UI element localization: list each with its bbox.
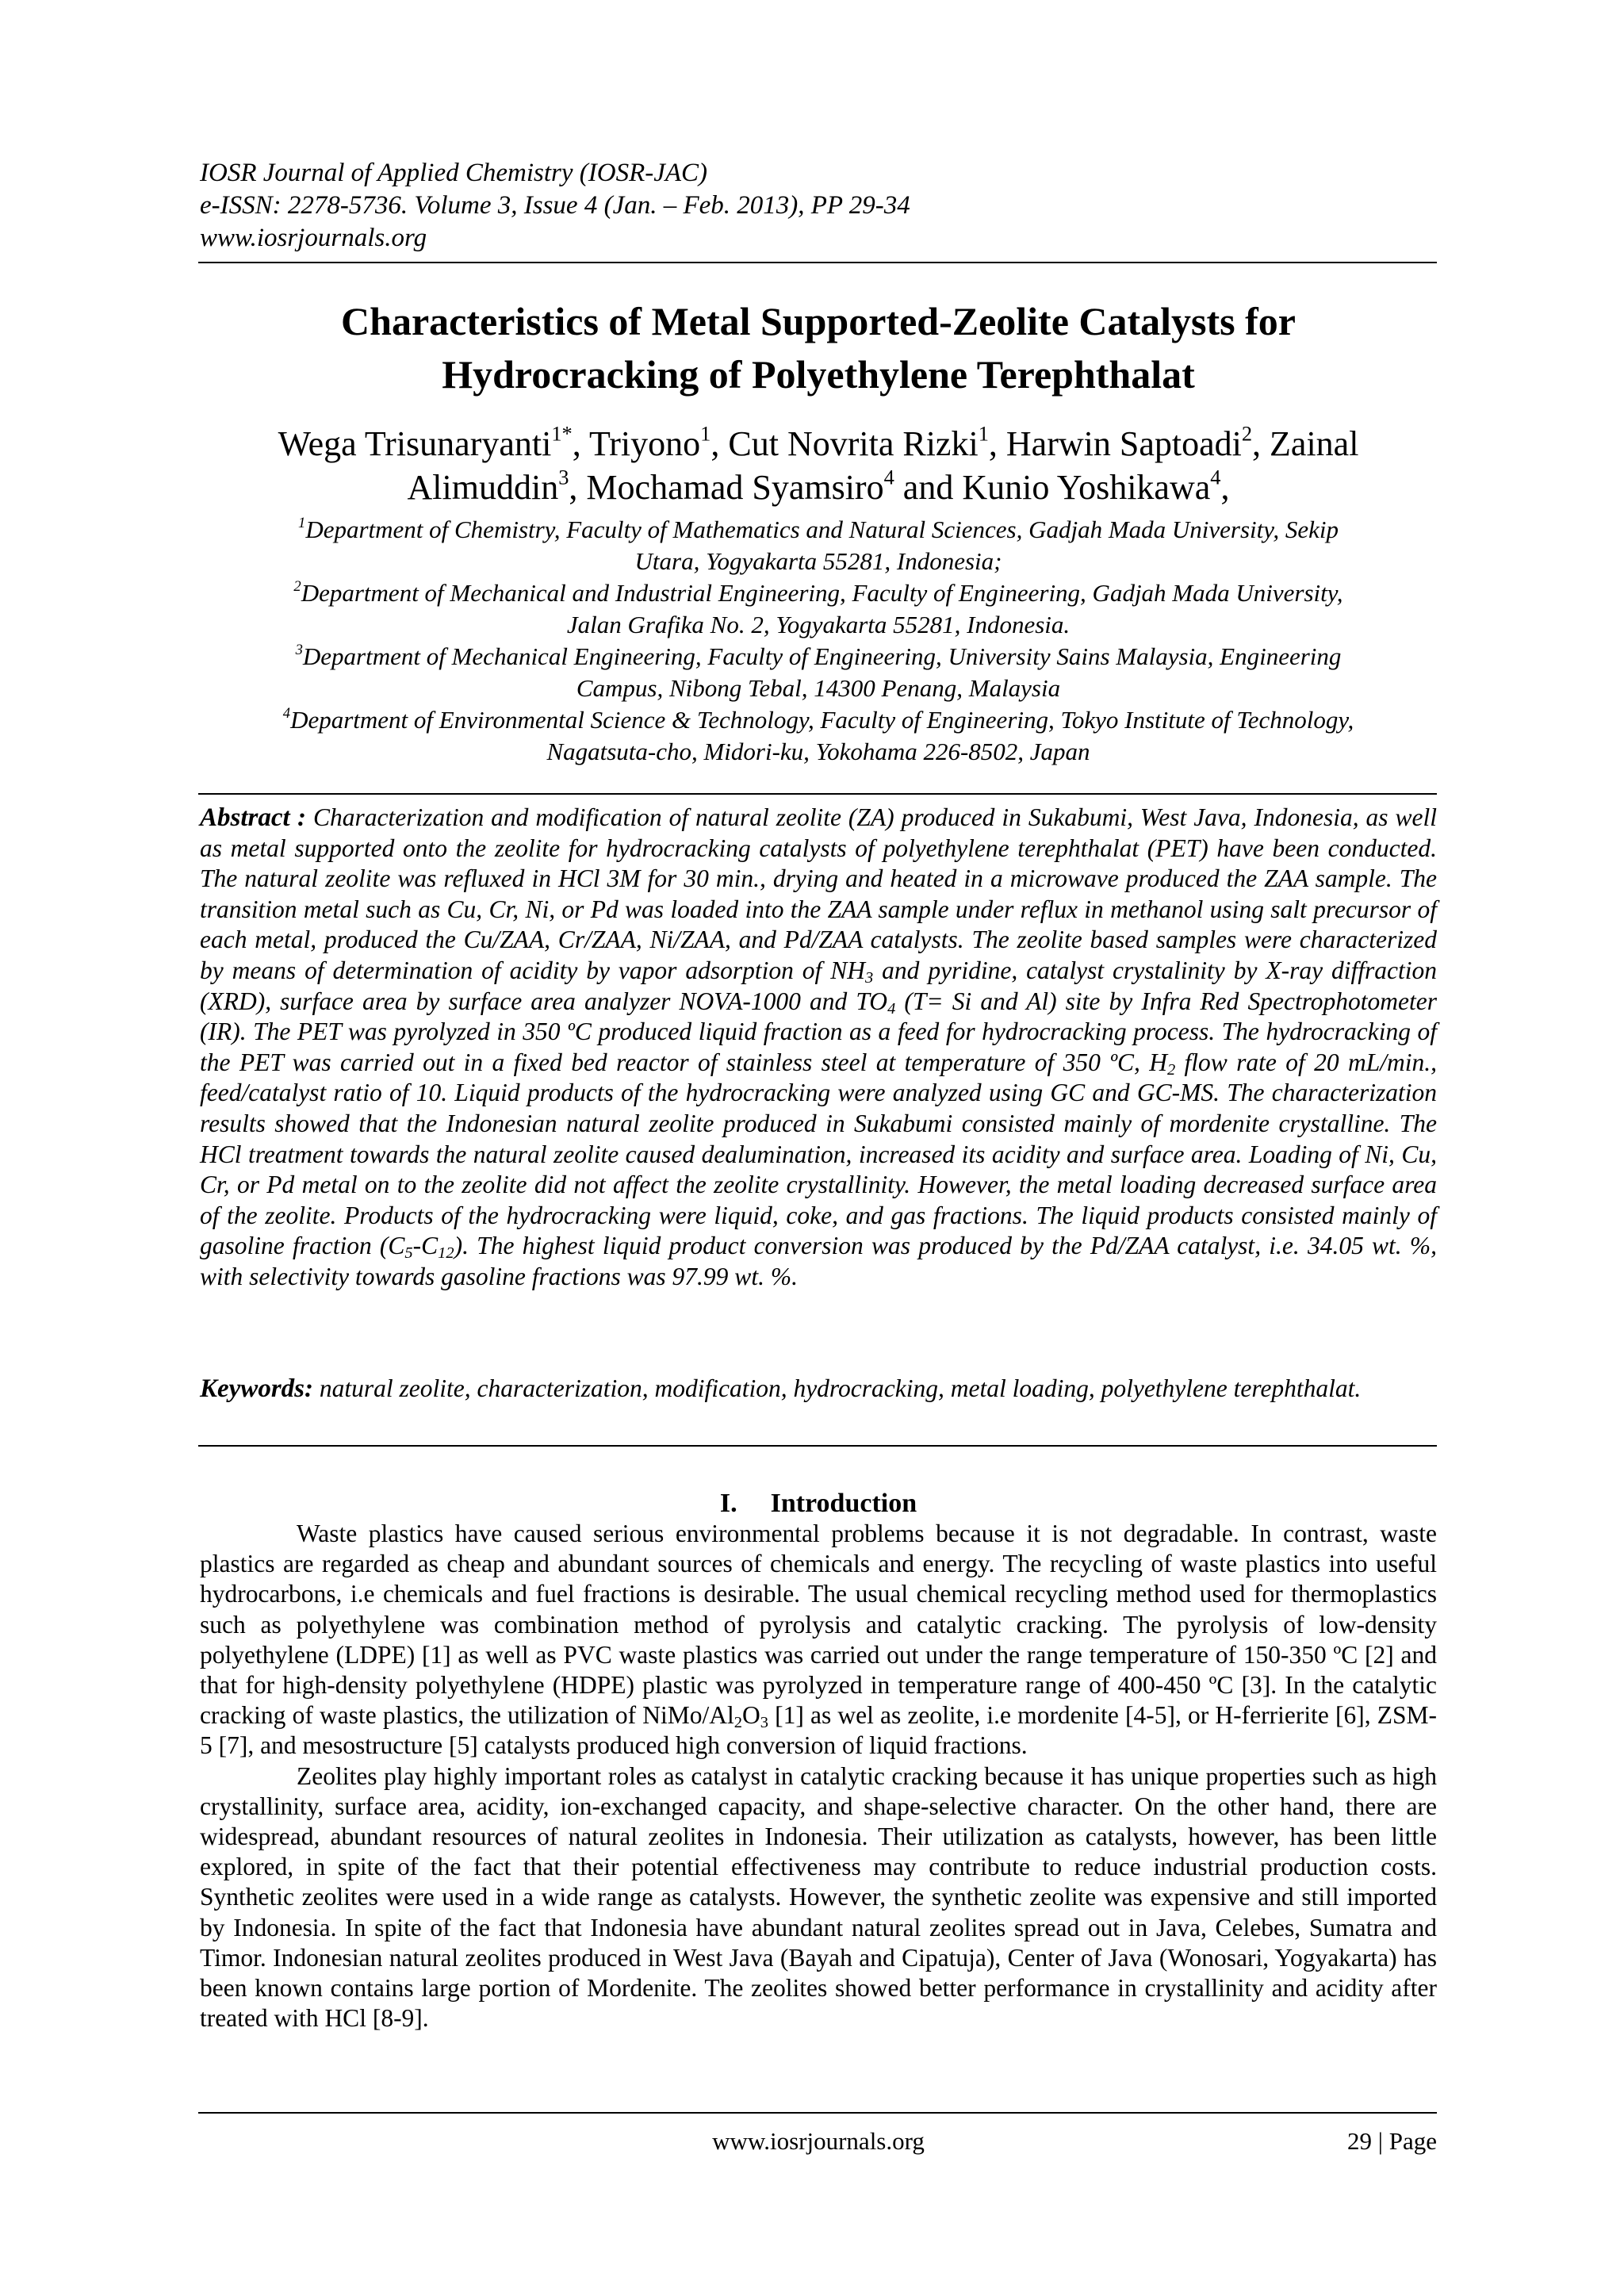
title-line-2: Hydrocracking of Polyethylene Terephthalat <box>442 352 1195 397</box>
affiliation <box>200 704 1437 768</box>
author-affil-mark: 4 <box>883 465 894 489</box>
affiliation <box>200 514 1437 577</box>
author-name: Harwin Saptoadi <box>1005 424 1242 463</box>
journal-name: IOSR Journal of Applied Chemistry (IOSR-JAC) <box>200 159 708 187</box>
abstract-text: ). The highest liquid product conversion was produced by the Pd/ZAA catalyst, i.e. 34.05 wt. %, with selectivity towards gasoline fractions was 97.99 wt. %. <box>200 1232 1437 1290</box>
section-number: I. <box>719 1489 737 1518</box>
affiliation-line: Department of Mechanical and Industrial Engineering, Faculty of Engineering, Gadjah Mada University, <box>301 579 1343 607</box>
abstract-text: Characterization and modification of natural zeolite (ZA) produced in Sukabumi, West Java, Indonesia, as well as metal supported onto the zeolite for hydrocracking catalysts of polyethylene terephthalat (PET) have been conducted. The natural zeolite was refluxed in HCl 3M for 30 min., drying and heated in a microwave produced the ZAA sample. The transition metal such as Cu, Cr, Ni, or Pd was loaded into the ZAA sample under reflux in methanol using salt precursor of each metal, produced the Cu/ZAA, Cr/ZAA, Ni/ZAA, and Pd/ZAA catalysts. The zeolite based samples were characterized by means of determination of acidity by vapor adsorption of NH <box>200 803 1438 984</box>
author-affil-mark: 1* <box>551 421 573 446</box>
page-footer <box>200 2125 1437 2157</box>
affiliation-list <box>200 514 1437 768</box>
author-name: Kunio Yoshikawa <box>962 468 1211 507</box>
abstract-top-divider <box>198 793 1437 795</box>
author-affil-mark: 3 <box>558 465 569 489</box>
subscript: 2 <box>733 1714 743 1732</box>
introduction-body <box>200 1519 1437 2033</box>
affiliation-line: Campus, Nibong Tebal, 14300 Penang, Malaysia <box>576 674 1061 702</box>
journal-website: www.iosrjournals.org <box>200 224 427 252</box>
abstract-text: flow rate of 20 mL/min., feed/catalyst ratio of 10. Liquid products of the hydrocracking were analyzed using GC and GC-MS. The characterization results showed that the Indonesian natural zeolite produced in Sukabumi consisted mainly of mordenite crystalline. The HCl treatment towards the natural zeolite caused dealumination, increased its acidity and surface area. Loading of Ni, Cu, Cr, or Pd metal on to the zeolite did not affect the zeolite crystallinity. However, the metal loading decreased surface area of the zeolite. Products of the hydrocracking were liquid, coke, and gas fractions. The liquid products consisted mainly of gasoline fraction (C <box>200 1048 1437 1260</box>
author-name: Cut Novrita Rizki <box>728 424 979 463</box>
paragraph <box>200 1519 1437 1761</box>
author-affil-mark: 1 <box>978 421 989 446</box>
author-name: Triyono <box>588 424 701 463</box>
abstract-bottom-divider <box>198 1445 1437 1447</box>
affiliation-mark: 1 <box>298 514 306 531</box>
subscript: 3 <box>760 1714 768 1732</box>
paragraph-text: Waste plastics have caused serious environmental problems because it is not degradable. In contrast, waste plastics are regarded as cheap and abundant sources of chemicals and energy. The recycling of waste plastics into useful hydrocarbons, i.e chemicals and fuel fractions is desirable. The usual chemical recycling method used for thermoplastics such as polyethylene was combination method of pyrolysis and catalytic cracking. The pyrolysis of low-density polyethylene (LDPE) [1] as well as PVC waste plastics was carried out under the range temperature of 150-350 ºC [2] and that for high-density polyethylene (HDPE) plastic was pyrolyzed in temperature range of 400-450 ºC [3]. In the catalytic cracking of waste plastics, the utilization of NiMo/Al <box>200 1520 1437 1730</box>
affiliation-line: Utara, Yogyakarta 55281, Indonesia; <box>634 547 1002 575</box>
paragraph-text: O <box>742 1701 760 1730</box>
keywords-label: Keywords: <box>200 1374 313 1403</box>
author-name: Mochamad Syamsiro <box>586 468 884 507</box>
abstract-text: and pyridine, catalyst crystalinity by X-ray diffraction (XRD), surface area by surface area analyzer NOVA-1000 and TO <box>200 956 1438 1015</box>
issn-line: e-ISSN: 2278-5736. Volume 3, Issue 4 (Jan. – Feb. 2013), PP 29-34 <box>200 191 910 220</box>
paper-title <box>200 295 1437 401</box>
affiliation-mark: 2 <box>293 577 301 595</box>
paragraph: Zeolites play highly important roles as catalyst in catalytic cracking because it has unique properties such as high crystallinity, surface area, acidity, ion-exchanged capacity, and shape-selective character. On the other hand, there are widespread, abundant resources of natural zeolites in Indonesia. Their utilization as catalysts, however, has been little explored, in spite of the fact that their potential effectiveness may contribute to reduce industrial production costs. Synthetic zeolites were used in a wide range as catalysts. However, the synthetic zeolite was expensive and still imported by Indonesia. In spite of the fact that Indonesia have abundant natural zeolites spread out in Java, Celebes, Sumatra and Timor. Indonesian natural zeolites produced in West Java (Bayah and Cipatuja), Center of Java (Wonosari, Yogyakarta) has been known contains large portion of Mordenite. The zeolites showed better performance in crystallinity and acidity after treated with HCl [8-9]. <box>200 1761 1437 2033</box>
keywords <box>200 1374 1437 1405</box>
affiliation-line: Nagatsuta-cho, Midori-ku, Yokohama 226-8502, Japan <box>546 738 1090 765</box>
abstract-text: -C <box>412 1232 439 1260</box>
footer-divider <box>198 2112 1437 2114</box>
affiliation-line: Department of Environmental Science & Technology, Faculty of Engineering, Tokyo Institute of Technology, <box>290 706 1354 734</box>
affiliation-line: Department of Chemistry, Faculty of Mathematics and Natural Sciences, Gadjah Mada University, Sekip <box>305 516 1339 543</box>
author-list: Wega Trisunaryanti$^{1*}$, Triyono$^1$, Cut Novrita Rizki$^1$, Harwin Saptoadi$^2$, Zainal Alimuddin$^3$, Mochamad Syamsiro$^4$ and Kunio Yoshikawa$^4$, <box>278 421 1359 507</box>
abstract-label: Abstract : <box>200 803 306 832</box>
author-affil-mark: 1 <box>700 421 711 446</box>
section-heading <box>200 1488 1437 1520</box>
affiliation-line: Jalan Grafika No. 2, Yogyakarta 55281, Indonesia. <box>566 611 1071 638</box>
author-affil-mark: 2 <box>1241 421 1253 446</box>
paragraph-text: [1] as wel as zeolite, i.e mordenite [4-5], or H-ferrierite [6], ZSM-5 [7], and mesostructure [5] catalysts produced high conversion of liquid fractions. <box>200 1701 1437 1760</box>
affiliation <box>200 641 1437 704</box>
affiliation-line: Department of Mechanical Engineering, Faculty of Engineering, University Sains Malaysia, Engineering <box>302 642 1342 670</box>
subscript: 12 <box>438 1244 454 1263</box>
page-number: 29 | Page <box>1347 2127 1437 2155</box>
author-name: Zainal Alimuddin <box>407 424 1359 507</box>
footer-website: www.iosrjournals.org <box>712 2127 925 2155</box>
author-name: Wega Trisunaryanti <box>278 424 552 463</box>
header-divider <box>198 262 1437 263</box>
affiliation-mark: 3 <box>295 641 303 658</box>
subscript: 5 <box>404 1244 413 1263</box>
affiliation <box>200 577 1437 641</box>
keywords-text: natural zeolite, characterization, modification, hydrocracking, metal loading, polyethylene terephthalat. <box>313 1374 1362 1402</box>
title-line-1: Characteristics of Metal Supported-Zeolite Catalysts for <box>341 299 1296 343</box>
subscript: 4 <box>887 999 896 1018</box>
subscript: 2 <box>1166 1060 1176 1079</box>
section-title: Introduction <box>770 1489 917 1518</box>
journal-header <box>200 157 1437 255</box>
abstract-text: (T= Si and Al) site by Infra Red Spectrophotometer (IR). The PET was pyrolyzed in 350 ºC produced liquid fraction as a feed for hydrocracking process. The hydrocracking of the PET was carried out in a fixed bed reactor of stainless steel at temperature of 350 ºC, H <box>200 987 1438 1076</box>
abstract <box>200 803 1437 1293</box>
affiliation-mark: 4 <box>282 704 291 722</box>
author-affil-mark: 4 <box>1210 465 1221 489</box>
subscript: 3 <box>865 969 874 987</box>
